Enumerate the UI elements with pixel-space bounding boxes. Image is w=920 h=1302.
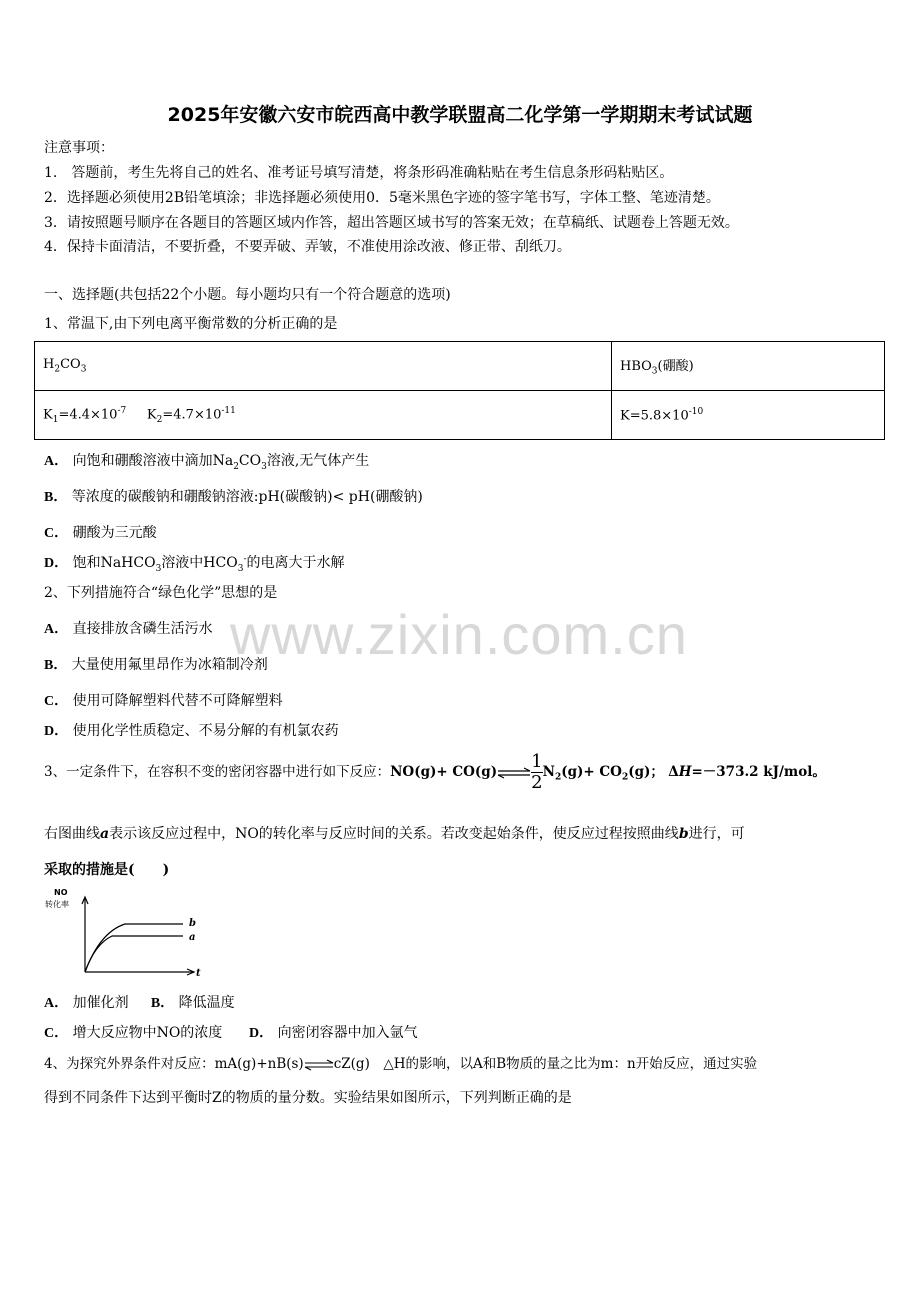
equilibrium-arrow-icon [497,767,531,779]
q4-line-2: 得到不同条件下达到平衡时Z的物质的量分数。实验结果如图所示，下列判断正确的是 [44,1090,572,1106]
notice-heading: 注意事项： [44,140,114,156]
table-cell-h2co3: $H_2CO_3$ [35,342,612,391]
table-cell-k1k2: $K_1=4.4\times 10^{-7}$ $K_2=4.7\times 10^{-11}$ [35,391,612,440]
notice-item-1: 1． 答题前，考生先将自己的姓名、准考证号填写清楚，将条形码准确粘贴在考生信息条形码粘贴区。 [44,165,674,181]
page-title: 2025年安徽六安市皖西高中教学联盟高二化学第一学期期末考试试题 [167,104,753,126]
q3-line-2: 右图曲线a表示该反应过程中，NO的转化率与反应时间的关系。若改变起始条件，使反应过程按照曲线b进行，可 [44,826,745,842]
notice-item-4: 4．保持卡面清洁，不要折叠，不要弄破、弄皱，不准使用涂改液、修正带、刮纸刀。 [44,239,571,255]
q4-line-1: 4、为探究外界条件对反应：mA(g)+nB(s) cZ(g) △H的影响，以A和B物质的量之比为m：n开始反应，通过实验 [44,1056,758,1072]
conversion-graph [40,884,210,980]
section-heading: 一、选择题(共包括22个小题。每小题均只有一个符合题意的选项) [44,287,451,303]
q1-option-c: C． 硼酸为三元酸 [44,525,157,541]
graph-ylabel-2: 转化率 [45,900,69,909]
constants-table [34,341,885,440]
curve-b-label: b [189,918,196,929]
q3-stem: 3、一定条件下，在容积不变的密闭容器中进行如下反应：NO(g)+ CO(g) $\frac{1}{2}$ $N_2(g)+ CO_2(g)$； ΔH=－373.2 kJ/mol。 [44,751,826,793]
curve-a [85,936,183,972]
q3-options-cd: C． 增大反应物中NO的浓度 D． 向密闭容器中加入氩气 [44,1025,418,1041]
q2-stem: 2、下列措施符合“绿色化学”思想的是 [44,585,278,601]
q2-option-a: A． 直接排放含磷生活污水 [44,621,213,637]
fraction-one-half: $\frac{1}{2}$ [531,751,543,793]
q1-option-d: D． 饱和NaHCO$_3$溶液中$HCO_3^-$的电离大于水解 [44,554,345,574]
curve-a-label: a [189,932,196,943]
graph-ylabel-1: NO [54,888,68,897]
q3-line-3: 采取的措施是( ) [44,862,170,878]
q2-option-d: D． 使用化学性质稳定、不易分解的有机氯农药 [44,723,339,739]
graph-xlabel: t [196,968,201,979]
q1-option-b: B． 等浓度的碳酸钠和硼酸钠溶液:pH(碳酸钠)< pH(硼酸钠) [44,489,423,505]
notice-item-2: 2．选择题必须使用2B铅笔填涂；非选择题必须使用0．5毫米黑色字迹的签字笔书写，字体工整、笔迹清楚。 [44,190,720,206]
watermark: www.zixin.com.cn [230,603,688,666]
notice-item-3: 3．请按照题号顺序在各题目的答题区域内作答，超出答题区域书写的答案无效；在草稿纸、试题卷上答题无效。 [44,215,739,231]
table-cell-hbo3: $HBO_3$(硼酸) [612,342,885,391]
curve-b [85,924,183,972]
q2-option-c: C． 使用可降解塑料代替不可降解塑料 [44,693,283,709]
q3-options-ab: A． 加催化剂 B． 降低温度 [44,995,235,1011]
table-cell-k: $K=5.8\times 10^{-10}$ [612,391,885,440]
q1-stem: 1、常温下,由下列电离平衡常数的分析正确的是 [44,316,338,332]
q2-option-b: B． 大量使用氟里昂作为冰箱制冷剂 [44,657,268,673]
reversible-arrow-icon [304,1059,334,1071]
q1-option-a: A． 向饱和硼酸溶液中滴加$Na_2CO_3$溶液,无气体产生 [44,453,370,472]
